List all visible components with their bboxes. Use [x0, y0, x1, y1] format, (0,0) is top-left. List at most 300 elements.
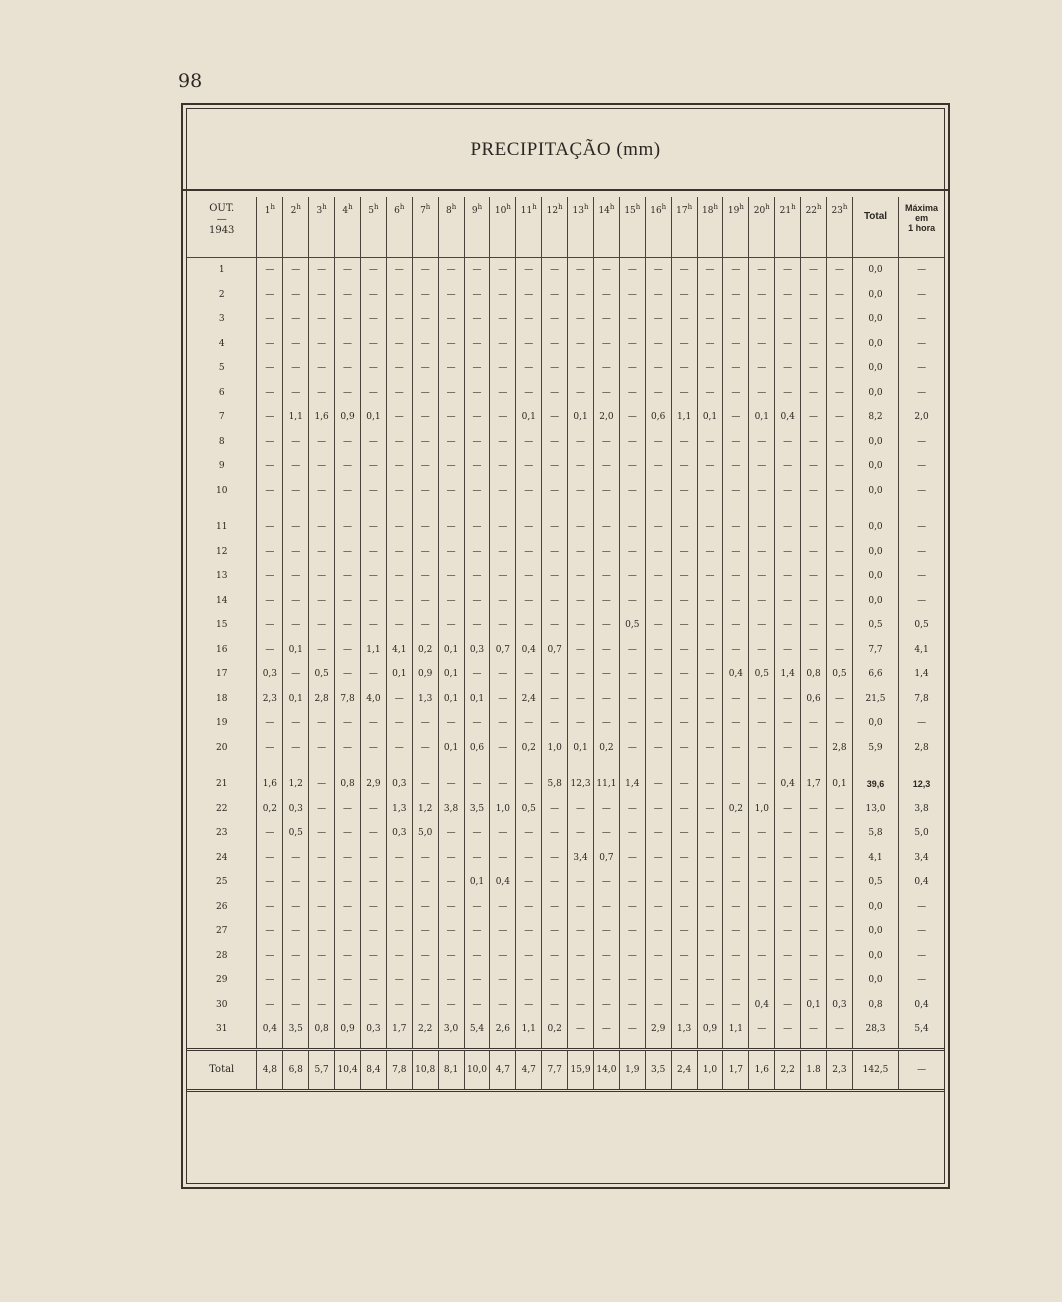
hour-cell: — [749, 846, 775, 871]
hour-cell: — [464, 503, 490, 540]
hour-cell: — [697, 711, 723, 736]
hour-cell: — [386, 993, 412, 1018]
hour-cell: — [464, 405, 490, 430]
hour-cell: — [827, 846, 853, 871]
hour-cell: 4,0 [360, 687, 386, 712]
hour-cell: 0,1 [516, 405, 542, 430]
table-row [187, 307, 944, 332]
hour-cell: 0,2 [412, 638, 438, 663]
hour-cell: — [360, 821, 386, 846]
totals-hour-cell: 1,9 [619, 1049, 645, 1090]
hour-cell: — [671, 283, 697, 308]
table-row [187, 430, 944, 455]
hour-cell: — [671, 430, 697, 455]
total-cell: 4,1 [852, 846, 898, 871]
hour-cell: — [309, 381, 335, 406]
hour-cell: — [697, 454, 723, 479]
total-cell: 28,3 [852, 1017, 898, 1042]
hour-cell: 1,1 [516, 1017, 542, 1042]
totals-hour-cell: 10,0 [464, 1049, 490, 1090]
hour-cell: — [801, 430, 827, 455]
hour-cell: 0,2 [593, 736, 619, 761]
hour-cell: — [438, 846, 464, 871]
hour-cell: — [749, 430, 775, 455]
day-cell: 24 [215, 852, 228, 863]
hour-cell: — [335, 381, 361, 406]
hour-cell: — [309, 430, 335, 455]
hour-cell: — [309, 993, 335, 1018]
total-cell: 0,0 [852, 968, 898, 993]
hour-cell: 2,6 [490, 1017, 516, 1042]
hour-cell: — [775, 968, 801, 993]
hour-cell: — [801, 258, 827, 283]
hour-cell: 0,4 [749, 993, 775, 1018]
hour-cell: — [619, 870, 645, 895]
hour-cell: — [309, 283, 335, 308]
hour-cell: 0,4 [516, 638, 542, 663]
hour-cell: — [827, 687, 853, 712]
hour-cell: — [801, 454, 827, 479]
hour-cell: — [671, 479, 697, 504]
hour-cell: — [309, 589, 335, 614]
hour-cell: — [490, 687, 516, 712]
hour-cell: — [516, 332, 542, 357]
hour-cell: — [542, 687, 568, 712]
day-cell: 5 [218, 363, 225, 374]
hour-cell: — [645, 258, 671, 283]
hour-cell: — [438, 356, 464, 381]
hour-cell: — [490, 993, 516, 1018]
total-cell: 0,0 [852, 711, 898, 736]
hour-cell: — [309, 258, 335, 283]
hour-cell: 1,6 [257, 760, 283, 797]
hour-cell: — [516, 968, 542, 993]
hour-cell: — [749, 503, 775, 540]
hour-header: 3$^h$ [309, 197, 335, 258]
table-row [187, 895, 944, 920]
hour-cell: 12,3 [568, 760, 594, 797]
hour-cell: — [542, 540, 568, 565]
hour-cell: — [645, 283, 671, 308]
hour-cell: — [671, 821, 697, 846]
hour-cell: 2,8 [827, 736, 853, 761]
max-cell: 3,4 [899, 846, 944, 871]
hour-cell: — [671, 564, 697, 589]
hour-cell: — [360, 895, 386, 920]
hour-cell: 1,0 [490, 797, 516, 822]
max-cell: — [899, 479, 944, 504]
hour-header: 12$^h$ [542, 197, 568, 258]
hour-cell: 0,5 [619, 613, 645, 638]
year-label: 1943 [208, 225, 235, 236]
hour-cell: — [438, 870, 464, 895]
table-row [187, 968, 944, 993]
hour-cell: — [697, 589, 723, 614]
totals-hour-cell: 7,7 [542, 1049, 568, 1090]
hour-cell: — [827, 944, 853, 969]
hour-cell: — [827, 821, 853, 846]
hour-cell: — [593, 1017, 619, 1042]
hour-cell: — [309, 846, 335, 871]
table-row [187, 944, 944, 969]
hour-cell: — [309, 919, 335, 944]
hour-cell: — [283, 454, 309, 479]
hour-cell: — [775, 356, 801, 381]
hour-cell: — [619, 711, 645, 736]
hour-cell: 0,4 [775, 760, 801, 797]
hour-cell: — [723, 895, 749, 920]
hour-cell: — [464, 895, 490, 920]
day-cell: 14 [215, 595, 228, 606]
hour-cell: 0,1 [827, 760, 853, 797]
hour-cell: — [723, 430, 749, 455]
hour-cell: — [412, 846, 438, 871]
hour-cell: 0,2 [516, 736, 542, 761]
hour-cell: — [309, 736, 335, 761]
hour-cell: 0,1 [438, 662, 464, 687]
hour-cell: — [283, 479, 309, 504]
hour-cell: — [645, 944, 671, 969]
hour-cell: 0,2 [257, 797, 283, 822]
hour-cell: — [619, 846, 645, 871]
max-cell: — [899, 356, 944, 381]
hour-cell: — [309, 760, 335, 797]
hour-cell: — [568, 797, 594, 822]
hour-cell: — [568, 381, 594, 406]
hour-cell: — [335, 564, 361, 589]
hour-cell: — [386, 258, 412, 283]
hour-cell: — [619, 479, 645, 504]
hour-cell: — [490, 258, 516, 283]
hour-cell: — [619, 381, 645, 406]
hour-cell: — [438, 711, 464, 736]
day-cell: 19 [215, 718, 228, 729]
day-cell: 21 [215, 779, 228, 790]
hour-cell: — [827, 589, 853, 614]
hour-cell: — [593, 711, 619, 736]
hour-cell: — [671, 870, 697, 895]
hour-cell: — [283, 307, 309, 332]
day-cell: 4 [218, 338, 225, 349]
max-cell: 2,8 [899, 736, 944, 761]
hour-cell: — [749, 944, 775, 969]
hour-cell: — [335, 821, 361, 846]
hour-cell: — [516, 356, 542, 381]
hour-cell: — [542, 307, 568, 332]
hour-cell: — [490, 944, 516, 969]
hour-cell: — [335, 797, 361, 822]
hour-cell: — [801, 479, 827, 504]
hour-cell: 0,4 [775, 405, 801, 430]
hour-cell: — [335, 307, 361, 332]
hour-cell: — [386, 564, 412, 589]
hour-cell: — [516, 870, 542, 895]
hour-cell: — [775, 381, 801, 406]
total-cell: 0,0 [852, 589, 898, 614]
table-row [187, 1017, 944, 1042]
table-row [187, 846, 944, 871]
hour-cell: — [516, 821, 542, 846]
hour-cell: 0,3 [283, 797, 309, 822]
hour-cell: — [697, 870, 723, 895]
hour-cell: — [723, 687, 749, 712]
hour-cell: 1,2 [283, 760, 309, 797]
hour-header: 21$^h$ [775, 197, 801, 258]
hour-cell: — [309, 613, 335, 638]
hour-cell: — [490, 503, 516, 540]
hour-cell: — [697, 479, 723, 504]
max-cell: 12,3 [899, 760, 944, 797]
table-row [187, 503, 944, 540]
day-cell: 25 [215, 877, 228, 888]
hour-cell: — [542, 797, 568, 822]
hour-cell: — [438, 283, 464, 308]
hour-cell: — [464, 662, 490, 687]
hour-cell: — [412, 430, 438, 455]
hour-cell: — [516, 895, 542, 920]
max-cell: 0,4 [899, 993, 944, 1018]
hour-cell: — [386, 540, 412, 565]
hour-cell: — [568, 589, 594, 614]
hour-cell: — [412, 968, 438, 993]
hour-cell: — [723, 919, 749, 944]
hour-cell: — [335, 968, 361, 993]
hour-cell: — [464, 258, 490, 283]
hour-cell: — [749, 895, 775, 920]
hour-cell: — [386, 919, 412, 944]
hour-header: 10$^h$ [490, 197, 516, 258]
hour-cell: — [801, 944, 827, 969]
hour-cell: — [438, 503, 464, 540]
hour-cell: — [568, 454, 594, 479]
hour-cell: 0,1 [438, 638, 464, 663]
hour-cell: — [309, 479, 335, 504]
hour-cell: — [412, 919, 438, 944]
hour-header: 1$^h$ [257, 197, 283, 258]
hour-cell: 0,5 [827, 662, 853, 687]
total-cell: 0,0 [852, 307, 898, 332]
hour-cell: — [490, 332, 516, 357]
hour-cell: — [801, 589, 827, 614]
max-cell: 3,8 [899, 797, 944, 822]
hour-cell: — [593, 381, 619, 406]
hour-cell: 0,4 [723, 662, 749, 687]
hour-cell: — [335, 613, 361, 638]
hour-cell: — [568, 283, 594, 308]
hour-cell: — [671, 993, 697, 1018]
hour-cell: — [645, 870, 671, 895]
hour-cell: — [360, 381, 386, 406]
hour-cell: — [386, 846, 412, 871]
hour-cell: — [619, 564, 645, 589]
header-row [187, 197, 944, 258]
hour-cell: — [490, 613, 516, 638]
hour-cell: — [775, 564, 801, 589]
hour-cell: — [309, 944, 335, 969]
hour-cell: 1,4 [619, 760, 645, 797]
totals-hour-cell: 5,7 [309, 1049, 335, 1090]
max-cell: — [899, 381, 944, 406]
totals-hour-cell: 2,4 [671, 1049, 697, 1090]
hour-cell: — [827, 307, 853, 332]
hour-cell: 0,1 [283, 638, 309, 663]
total-cell: 6,6 [852, 662, 898, 687]
hour-cell: — [801, 846, 827, 871]
hour-cell: 2,0 [593, 405, 619, 430]
hour-cell: — [723, 258, 749, 283]
hour-cell: — [335, 895, 361, 920]
title-divider [183, 189, 948, 191]
hour-cell: — [723, 307, 749, 332]
hour-cell: — [801, 332, 827, 357]
hour-cell: — [490, 283, 516, 308]
hour-cell: — [283, 919, 309, 944]
hour-cell: — [490, 895, 516, 920]
max-cell: — [899, 919, 944, 944]
hour-cell: — [619, 405, 645, 430]
hour-cell: — [542, 968, 568, 993]
table-frame [181, 103, 950, 1189]
table-row [187, 736, 944, 761]
hour-cell: — [309, 638, 335, 663]
table-row [187, 760, 944, 797]
hour-cell: — [671, 797, 697, 822]
hour-cell: — [568, 564, 594, 589]
hour-cell: — [697, 993, 723, 1018]
hour-cell: — [412, 870, 438, 895]
hour-cell: — [412, 454, 438, 479]
hour-cell: — [645, 895, 671, 920]
hour-cell: — [386, 283, 412, 308]
hour-cell: — [386, 454, 412, 479]
hour-cell: — [542, 711, 568, 736]
hour-cell: 0,3 [464, 638, 490, 663]
hour-cell: — [568, 662, 594, 687]
hour-cell: — [671, 736, 697, 761]
hour-cell: 3,0 [438, 1017, 464, 1042]
hour-cell: — [335, 283, 361, 308]
hour-cell: — [257, 821, 283, 846]
hour-cell: — [568, 944, 594, 969]
hour-cell: — [309, 821, 335, 846]
hour-cell: — [645, 454, 671, 479]
day-cell: 1 [218, 265, 225, 276]
max-cell: — [899, 968, 944, 993]
hour-cell: — [801, 503, 827, 540]
hour-cell: — [335, 356, 361, 381]
hour-cell: — [723, 454, 749, 479]
hour-cell: — [516, 381, 542, 406]
hour-cell: — [827, 613, 853, 638]
hour-cell: — [827, 258, 853, 283]
hour-cell: — [619, 993, 645, 1018]
total-cell: 0,5 [852, 613, 898, 638]
hour-cell: — [827, 430, 853, 455]
hour-cell: — [645, 613, 671, 638]
hour-cell: — [593, 454, 619, 479]
hour-cell: — [516, 283, 542, 308]
hour-cell: — [412, 711, 438, 736]
hour-cell: — [516, 944, 542, 969]
hour-cell: — [619, 797, 645, 822]
day-cell: 23 [215, 828, 228, 839]
hour-cell: — [360, 540, 386, 565]
total-cell: 0,8 [852, 993, 898, 1018]
hour-cell: 0,3 [386, 760, 412, 797]
hour-cell: 1,1 [723, 1017, 749, 1042]
hour-cell: — [775, 895, 801, 920]
hour-cell: — [619, 430, 645, 455]
hour-cell: — [749, 760, 775, 797]
hour-cell: — [516, 430, 542, 455]
hour-cell: — [490, 454, 516, 479]
hour-cell: — [775, 307, 801, 332]
hour-cell: — [749, 1017, 775, 1042]
hour-cell: — [490, 968, 516, 993]
hour-cell: — [827, 356, 853, 381]
hour-cell: — [593, 919, 619, 944]
hour-cell: — [516, 454, 542, 479]
hour-cell: — [257, 638, 283, 663]
max-cell: — [899, 895, 944, 920]
precipitation-table [187, 197, 944, 1092]
max-cell: — [899, 540, 944, 565]
hour-cell: — [386, 589, 412, 614]
hour-cell: — [697, 258, 723, 283]
hour-cell: 5,8 [542, 760, 568, 797]
hour-cell: — [827, 381, 853, 406]
hour-cell: — [464, 356, 490, 381]
hour-cell: — [801, 638, 827, 663]
table-row [187, 662, 944, 687]
hour-cell: — [412, 589, 438, 614]
total-cell: 0,0 [852, 564, 898, 589]
hour-cell: — [749, 638, 775, 663]
hour-cell: 0,5 [749, 662, 775, 687]
hour-cell: 1,3 [412, 687, 438, 712]
total-cell: 0,0 [852, 895, 898, 920]
table-row [187, 540, 944, 565]
total-cell: 0,0 [852, 381, 898, 406]
hour-cell: — [542, 895, 568, 920]
hour-cell: — [283, 968, 309, 993]
hour-cell: 0,3 [386, 821, 412, 846]
hour-cell: — [645, 479, 671, 504]
hour-cell: — [360, 993, 386, 1018]
hour-cell: — [542, 589, 568, 614]
hour-cell: — [309, 540, 335, 565]
hour-cell: — [360, 307, 386, 332]
hour-cell: 0,1 [438, 736, 464, 761]
hour-cell: — [360, 356, 386, 381]
hour-cell: — [386, 895, 412, 920]
hour-cell: — [775, 454, 801, 479]
hour-header: 18$^h$ [697, 197, 723, 258]
hour-cell: — [619, 258, 645, 283]
hour-cell: — [257, 711, 283, 736]
hour-cell: 0,9 [335, 1017, 361, 1042]
totals-hour-cell: 7,8 [386, 1049, 412, 1090]
hour-cell: — [412, 895, 438, 920]
hour-cell: — [542, 662, 568, 687]
table-row [187, 711, 944, 736]
total-cell: 0,0 [852, 283, 898, 308]
hour-cell: — [283, 993, 309, 1018]
hour-cell: — [516, 564, 542, 589]
hour-cell: — [593, 307, 619, 332]
hour-cell: 1,6 [309, 405, 335, 430]
day-cell: 22 [215, 803, 228, 814]
